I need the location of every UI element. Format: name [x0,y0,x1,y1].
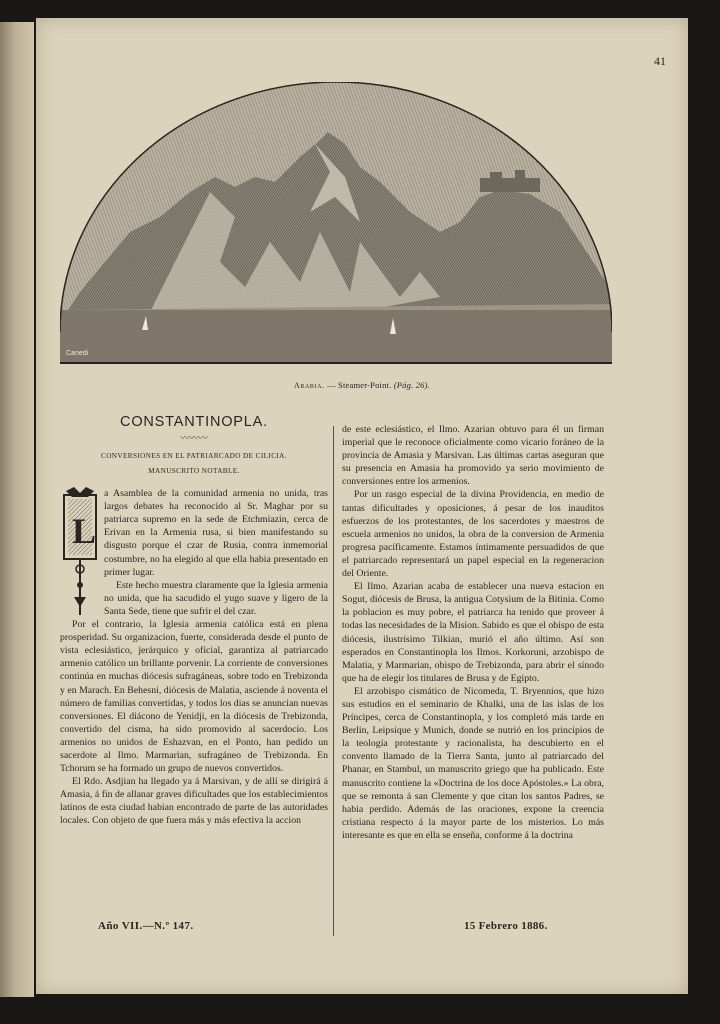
ornamental-drop-cap [60,487,100,617]
page-number: 41 [654,54,666,68]
engraving-illustration [60,82,612,364]
paragraph-left-2: Este hecho muestra claramente que la Iglesia armenia no unida, que ha sacudido el yugo suave y ligero de la Santa Sede, tiene que sufrir el del czar. [104,579,328,617]
caption-place: Arabia. [294,381,325,390]
drop-cap-letter: L [72,511,97,552]
column-divider [333,426,334,936]
caption-page-ref: (Pág. 26) [393,380,428,390]
caption-name: Steamer-Point. [338,380,394,390]
issue-date: 15 Febrero 1886. [464,920,548,932]
paragraph-right-2: Por un rasgo especial de la divina Providencia, en medio de tantas dificultades y oposiciones, á pesar de los inauditos esfuerzos de los protestantes, de los sacerdotes y maestros de escuela armenios no unidos, la obra de la conversion de Armenia progresa pacíficamente. Estamos íntimamente persuadidos de que el patriarcado representará un papel especial en la regeneracion del Oriente. [342,489,604,580]
title-ornament: 〰〰〰 [180,433,208,444]
artist-signature: Canedi [66,350,89,357]
paragraph-right-3: El Ilmo. Azarian acaba de establecer una nueva estacion en Sogut, diócesis de Brusa, la antigua Cotysium de la Bitinia. Como la poblacion es muy pobre, el patriarca ha tenido que proveer á todas las necesidades de la Mision. Sabido es que el obispo de esta diócesis, ilustrísimo Tilkian, murió el año último. Así son esperados en Constantinopla los Ilmos. Korkoruni, arzobispo de Malatia, y Marmarian, obispo de Trebizonda, para abrir el sínodo que ha de elegir los titulares de Brusa y de Egipto. [342,581,604,684]
paragraph-left-4: El Rdo. Asdjian ha llegado ya á Marsivan, y de allí se dirigirá á Amasia, á fin de allanar graves dificultades que los establecimientos latinos de esta ciudad habian encontrado de parte de las autoridades locales. Con objeto de que fuera más y más efectiva la accion [60,776,328,827]
left-column [60,416,328,828]
issue-number: Año VII.—N.º 147. [98,920,194,932]
magazine-page [36,18,688,994]
previous-page-edge [0,22,34,997]
paragraph-right-4: El arzobispo cismático de Nicomeda, T. Bryennios, que hizo sus estudios en el seminario de Khalki, una de las islas de los Príncipes, cerca de Constantinopla, y los completó más tarde en Berlin, Leipsique y Munich, donde se nutrió en los principios de la teología protestante y racionalista, ha descubierto en el convento llamado de la Tierra Santa, junto al patriarcado del Phanar, en Stambul, un manuscrito griego que ha publicado. Este manuscrito contiene la «Doctrina de los doce Apóstoles.» La obra, que se remonta á san Clemente y que citan los santos Padres, se habia perdido. Además de las oraciones, expone la creencia cristiana respecto á la mayor parte de los misterios. Lo más interesante es que en ella se enseña, conforme á la doctrina [342,685,604,841]
article-subtitle-2: MANUSCRITO NOTABLE. [148,467,240,476]
paragraph-right-1: de este eclesiástico, el Ilmo. Azarian obtuvo para él un firman imperial que le reconoce oficialmente como vicario foráneo de la provincia de Amasia y Marsivan. Las últimas cartas aseguran que su presencia en Amasia ha promovido ya serio movimiento de conversiones entre los armenios. [342,424,604,488]
article-subtitle: CONVERSIONES EN EL PATRIARCADO DE CILICIA. [101,452,287,461]
caption-dash: — [324,380,339,390]
article-title: CONSTANTINOPLA. [120,414,268,430]
paragraph-left-1: a Asamblea de la comunidad armenia no unida, tras largos debates ha reconocido al Sr. Maghar por su patriarca supremo en la sede de Etchmiazin, cerca de Erivan en la Armenia rusa, si bien manifestando su disgusto porque el czar de Rusia, contra inmemorial costumbre, no ha elegido al que ella habia presentado en primer lugar. [104,488,328,578]
paragraph-left-3: Por el contrario, la Iglesia armenia católica está en plena prosperidad. Su organizacion, fuerte, considerada desde el punto de vista eclesiástico, jerárquico y oficial, garantiza al patriarcado armenio católico un brillante porvenir. La corriente de conversiones continúa en muchas diócesis sufragáneas, sobre todo en Trebizonda y en Marach. En Behesni, diócesis de Malatia, asciende á noventa el número de familias convertidas, y todos los dias se anuncian nuevas conversiones. El diácono de Yenidji, en la diócesis de Trebizonda, convertido del cisma, ha sido promovido al sacerdocio. Los armenios no unidos de Eshazvan, en el Ponto, han pedido un sacerdote al Ilmo. Marmarian, sufragáneo de Trebizonda. En Tchorum se ha formado un grupo de nuevos convertidos. [60,619,328,775]
illustration-caption [36,380,688,390]
right-column [342,423,604,842]
caption-end: . [427,380,430,390]
